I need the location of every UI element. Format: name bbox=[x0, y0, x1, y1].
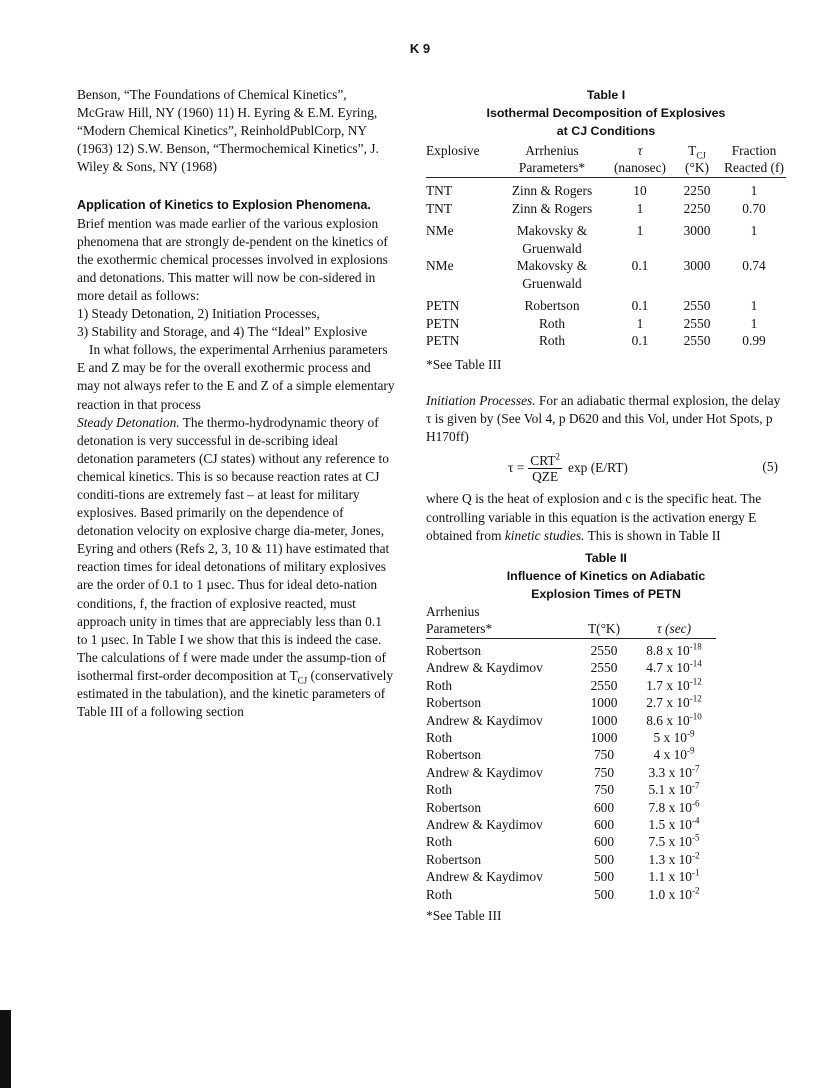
section-heading: Application of Kinetics to Explosion Phenomena. bbox=[77, 198, 371, 213]
table1-row bbox=[426, 315, 786, 333]
table2-footnote: *See Table III bbox=[426, 908, 502, 924]
table2-cell-tau: 8.8 x $10^{-18}$ bbox=[646, 641, 702, 658]
table1-row bbox=[426, 257, 786, 292]
table1-header bbox=[426, 142, 786, 178]
table2-cell-params: Robertson bbox=[426, 851, 482, 867]
table1-cell-explosive: PETN bbox=[426, 298, 460, 313]
table2-row bbox=[426, 659, 786, 676]
table2-subtitle-2: Explosion Times of PETN bbox=[531, 586, 681, 601]
table2-header bbox=[426, 603, 716, 639]
table1-cell-fraction: 1 bbox=[750, 183, 758, 198]
table1-title: Table I bbox=[586, 88, 626, 102]
table1-body bbox=[426, 182, 786, 350]
table2-cell-temperature: 2550 bbox=[590, 642, 618, 658]
table2-cell-tau: 1.7 x $10^{-12}$ bbox=[646, 676, 702, 693]
table2-body bbox=[426, 642, 786, 903]
equation-number: (5) bbox=[762, 459, 778, 475]
table1-cell-fraction: 0.70 bbox=[742, 200, 766, 216]
table1-cell-params: Makovsky & Gruenwald bbox=[516, 258, 588, 291]
table2-cell-tau: 5 x $10^{-9}$ bbox=[653, 728, 695, 745]
table2-cell-temperature: 500 bbox=[593, 886, 615, 902]
table2-row bbox=[426, 816, 786, 833]
table1-cell-tau: 0.1 bbox=[631, 298, 649, 313]
table2-row bbox=[426, 746, 786, 763]
formula-lhs: τ = bbox=[508, 460, 525, 476]
table2-row bbox=[426, 851, 786, 868]
table2-cell-params: Roth bbox=[426, 677, 453, 693]
table2-row bbox=[426, 642, 786, 659]
table1-cell-params: Robertson bbox=[524, 298, 580, 313]
table1-cell-tau: 0.1 bbox=[631, 333, 649, 348]
table1 bbox=[426, 142, 786, 350]
table1-cell-tau: 0.1 bbox=[631, 258, 649, 273]
table2-cell-tau: 1.0 x $10^{-2}$ bbox=[648, 885, 700, 902]
table2-cell-tau: 4.7 x $10^{-14}$ bbox=[646, 658, 702, 676]
table2-cell-params: Andrew & Kaydimov bbox=[426, 869, 543, 885]
table1-row bbox=[426, 297, 786, 315]
table1-cell-temperature: 2250 bbox=[683, 200, 711, 216]
table2-row bbox=[426, 886, 786, 903]
table1-header-fraction: Fraction Reacted (f) bbox=[724, 143, 784, 175]
table2-cell-temperature: 500 bbox=[593, 869, 615, 885]
table2-row bbox=[426, 729, 786, 746]
table2-cell-temperature: 1000 bbox=[590, 729, 618, 745]
table1-footnote: *See Table III bbox=[426, 356, 502, 372]
tcj-symbol: T bbox=[289, 667, 298, 683]
table2-cell-params: Robertson bbox=[426, 799, 482, 815]
table1-subtitle-1: Isothermal Decomposition of Explosives bbox=[486, 106, 726, 120]
table1-cell-params: Roth bbox=[538, 333, 566, 348]
initiation-paragraph-2 bbox=[426, 490, 786, 545]
scan-edge-bar bbox=[0, 1010, 11, 1088]
table1-row bbox=[426, 200, 786, 218]
table1-row bbox=[426, 182, 786, 200]
left-column bbox=[77, 86, 395, 721]
equation-5 bbox=[426, 450, 786, 486]
table2-cell-params: Roth bbox=[426, 886, 453, 902]
table2-cell-params: Robertson bbox=[426, 695, 482, 711]
table2-row bbox=[426, 764, 786, 781]
table2-header-temp: T(°K) bbox=[587, 620, 621, 636]
table1-row bbox=[426, 332, 786, 350]
table2-cell-tau: 7.5 x $10^{-5}$ bbox=[648, 832, 700, 850]
table2-row bbox=[426, 868, 786, 885]
table2-cell-params: Andrew & Kaydimov bbox=[426, 816, 543, 832]
table2-row bbox=[426, 677, 786, 694]
table2-cell-temperature: 600 bbox=[593, 816, 615, 832]
right-column bbox=[426, 86, 786, 925]
table2-cell-params: Roth bbox=[426, 782, 453, 798]
table2-cell-tau: 1.3 x $10^{-2}$ bbox=[648, 850, 700, 867]
table2-header-arrhenius: Arrhenius Parameters* bbox=[426, 603, 493, 636]
table2-cell-params: Andrew & Kaydimov bbox=[426, 660, 543, 676]
table1-cell-temperature: 2550 bbox=[683, 298, 711, 313]
table2-row bbox=[426, 694, 786, 711]
table2-cell-temperature: 750 bbox=[593, 782, 615, 798]
table1-cell-fraction: 0.74 bbox=[742, 258, 766, 273]
steady-detonation-label: Steady Detonation. bbox=[77, 414, 180, 430]
table2-cell-params: Andrew & Kaydimov bbox=[426, 764, 543, 780]
table2-cell-params: Andrew & Kaydimov bbox=[426, 712, 543, 728]
kinetic-studies-phrase: kinetic studies. bbox=[504, 527, 585, 543]
references-text: Benson, “The Foundations of Chemical Kinetics”, McGraw Hill, NY (1960) 11) H. Eyring & E.M. Eyring, “Modern Chemical Kinetics”, ReinholdPublCorp, NY (1963) 12) S.W. Benson, “Thermochemical Kinetics”, J. Wiley & Sons, NY (1968) bbox=[77, 87, 379, 175]
table1-cell-fraction: 1 bbox=[750, 298, 758, 313]
table2 bbox=[426, 603, 786, 903]
table2-cell-temperature: 2550 bbox=[590, 660, 618, 676]
table2-cell-tau: 8.6 x $10^{-10}$ bbox=[646, 711, 702, 728]
table1-cell-explosive: TNT bbox=[426, 183, 453, 198]
steady-detonation-text-end: (conservatively estimated in the tabulation), and the kinetic parameters of Table III of a following section bbox=[77, 667, 394, 720]
table1-cell-explosive: NMe bbox=[426, 223, 454, 238]
table1-cell-temperature: 2550 bbox=[683, 315, 711, 331]
table1-cell-temperature: 2250 bbox=[683, 183, 711, 198]
table1-cell-params: Roth bbox=[538, 315, 566, 331]
table2-header-tau: τ (sec) bbox=[656, 620, 692, 636]
table1-cell-fraction: 0.99 bbox=[742, 333, 766, 348]
table2-row bbox=[426, 799, 786, 816]
steady-detonation-text: The thermo-hydrodynamic theory of detonation is very successful in de-scribing ideal detonation parameters (CJ states) without any reference to chemical kinetics. This is so because reaction rates at CJ conditi-tions are extremely fast – at least for military explosives. Based primarily on the dependence of detonation velocity on explosive charge dia-meter, Jones, Eyring and others (Refs 2, 3, 10 & 11) have estimated that reaction times for ideal detonations of military explosives are the order of 0.1 to 1 µsec. Thus for ideal deto-nation conditions, f, the fraction of explosive reacted, must approach unity in times that are appreciably less than 0.1 to 1 µsec. In Table I we show that this is indeed the case. The calculations of f were made under the assump-tion of isothermal first-order decomposition at bbox=[77, 414, 390, 683]
table1-cell-explosive: PETN bbox=[426, 333, 460, 348]
formula-denominator: QZE bbox=[532, 468, 559, 484]
table2-cell-tau: 3.3 x $10^{-7}$ bbox=[648, 763, 700, 780]
page-number: K 9 bbox=[409, 41, 431, 56]
table2-cell-tau: 2.7 x $10^{-12}$ bbox=[646, 693, 702, 711]
table1-cell-fraction: 1 bbox=[750, 315, 758, 331]
table1-header-tcj: $T_{CJ}$ (°K) bbox=[685, 143, 709, 175]
tcj-subscript: CJ bbox=[297, 675, 308, 686]
table1-cell-temperature: 2550 bbox=[683, 333, 711, 348]
table2-cell-tau: 4 x $10^{-9}$ bbox=[653, 745, 695, 763]
table2-cell-params: Robertson bbox=[426, 747, 482, 763]
table2-cell-params: Roth bbox=[426, 729, 453, 745]
table1-cell-explosive: NMe bbox=[426, 258, 454, 273]
table1-cell-explosive: TNT bbox=[426, 200, 453, 216]
table2-cell-tau: 7.8 x $10^{-6}$ bbox=[648, 798, 700, 815]
table2-cell-tau: 5.1 x $10^{-7}$ bbox=[648, 780, 700, 798]
table1-cell-tau: 1 bbox=[636, 200, 644, 216]
table1-row bbox=[426, 222, 786, 257]
table2-cell-tau: 1.5 x $10^{-4}$ bbox=[648, 815, 700, 832]
initiation-label: Initiation Processes. bbox=[426, 392, 536, 408]
table2-cell-params: Roth bbox=[426, 834, 453, 850]
table1-header-arrhenius: Arrhenius Parameters* bbox=[518, 143, 586, 175]
initiation-text-3: This is shown in Table II bbox=[587, 527, 721, 543]
formula-rhs: exp (E/RT) bbox=[568, 460, 628, 476]
table2-title: Table II bbox=[585, 550, 627, 565]
table1-cell-tau: 1 bbox=[636, 223, 644, 238]
table1-cell-explosive: PETN bbox=[426, 315, 460, 331]
initiation-text-2: where Q is the heat of explosion and c is the specific heat. The controlling variable in this equation is the activation energy E obtained from bbox=[426, 491, 762, 543]
table2-subtitle-1: Influence of Kinetics on Adiabatic bbox=[506, 568, 706, 583]
initiation-paragraph bbox=[426, 392, 786, 447]
table1-cell-params: Zinn & Rogers bbox=[511, 183, 593, 198]
steady-detonation-paragraph bbox=[77, 414, 395, 722]
table2-cell-temperature: 1000 bbox=[590, 712, 618, 728]
table2-cell-temperature: 500 bbox=[593, 851, 615, 867]
table1-cell-temperature: 3000 bbox=[683, 223, 711, 238]
table1-cell-tau: 10 bbox=[633, 183, 647, 198]
table2-row bbox=[426, 781, 786, 798]
table2-cell-params: Robertson bbox=[426, 642, 482, 658]
table2-row bbox=[426, 712, 786, 729]
table1-cell-temperature: 3000 bbox=[683, 258, 711, 273]
table1-subtitle-2: at CJ Conditions bbox=[556, 124, 656, 138]
table2-row bbox=[426, 833, 786, 850]
table1-cell-tau: 1 bbox=[636, 315, 644, 331]
table2-cell-temperature: 750 bbox=[593, 747, 615, 763]
list-line-2: 3) Stability and Storage, and 4) The “Ideal” Explosive bbox=[77, 324, 368, 340]
formula-fraction bbox=[528, 453, 562, 484]
table1-header-tau: τ (nanosec) bbox=[613, 143, 667, 175]
table1-header-explosive: Explosive bbox=[426, 143, 480, 158]
table2-cell-tau: 1.1 x $10^{-1}$ bbox=[648, 867, 700, 885]
table2-cell-temperature: 600 bbox=[593, 799, 615, 815]
initiation-text-1: For an adiabatic thermal explosion, the delay τ is given by (See Vol 4, p D620 and this Vol, under Hot Spots, p H170ff) bbox=[426, 392, 781, 445]
table1-cell-params: Makovsky & Gruenwald bbox=[516, 223, 588, 256]
table2-cell-temperature: 2550 bbox=[590, 677, 618, 693]
list-line-1: 1) Steady Detonation, 2) Initiation Processes, bbox=[77, 306, 320, 322]
formula-numerator: CRT$^2$ bbox=[530, 451, 561, 468]
arrhenius-paragraph: In what follows, the experimental Arrhenius parameters E and Z may be for the overall exothermic process and may not always refer to the E and Z of a simple elementary reaction in that process bbox=[77, 342, 395, 412]
intro-paragraph: Brief mention was made earlier of the various explosion phenomena that are strongly de-pendent on the kinetics of the exothermic chemical processes involved in explosions and detonations. This matter will now be con-sidered in more detail as follows: bbox=[77, 215, 388, 303]
table1-cell-params: Zinn & Rogers bbox=[511, 200, 593, 216]
table2-cell-temperature: 600 bbox=[593, 834, 615, 850]
table2-cell-temperature: 1000 bbox=[590, 695, 618, 711]
table1-cell-fraction: 1 bbox=[750, 223, 758, 238]
table2-cell-temperature: 750 bbox=[593, 764, 615, 780]
